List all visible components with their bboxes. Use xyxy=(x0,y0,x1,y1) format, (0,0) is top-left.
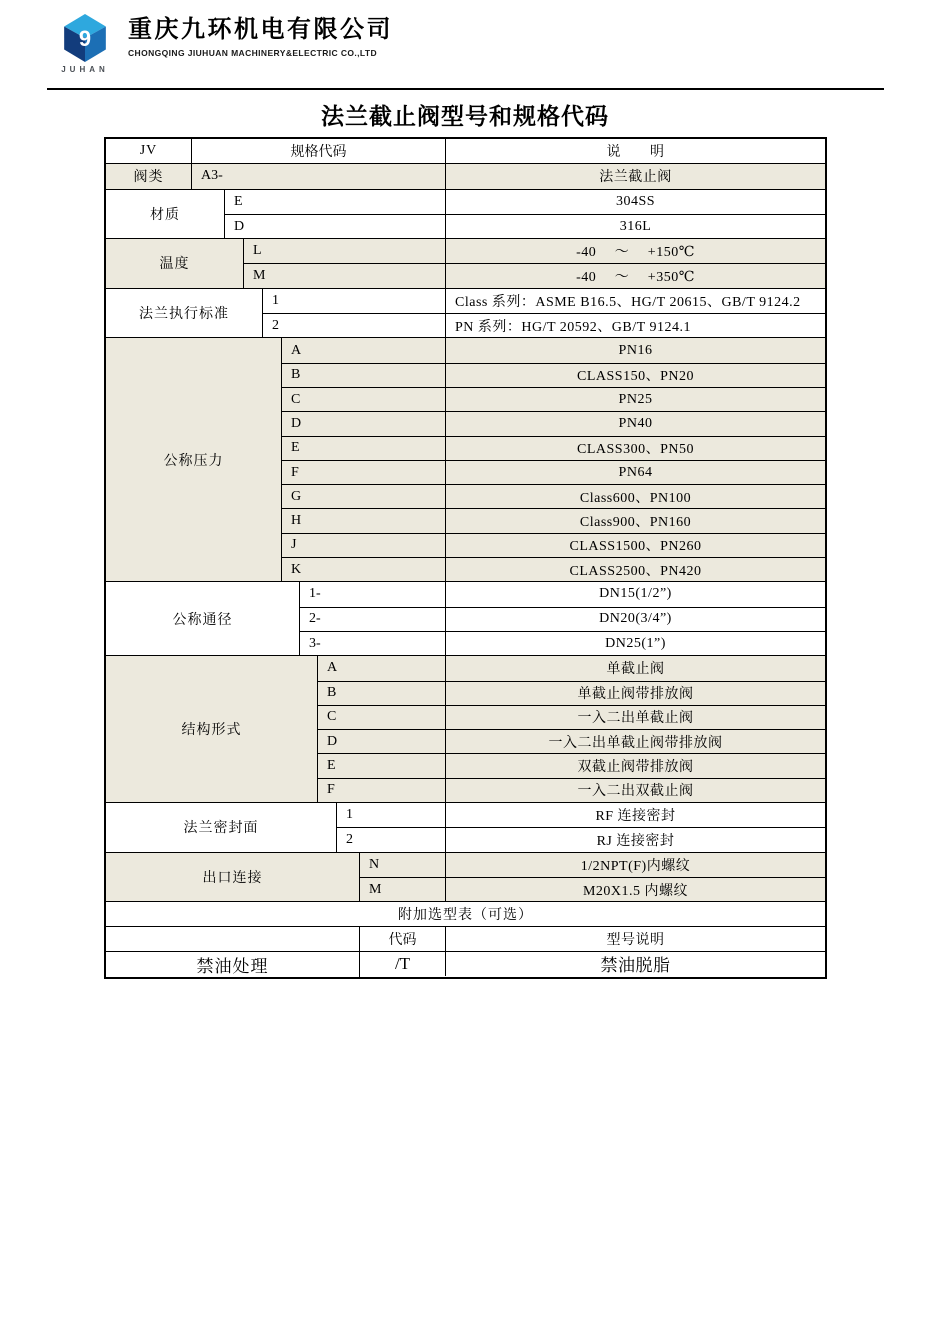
section-rows xyxy=(360,927,825,951)
desc-cell: 一入二出单截止阀带排放阀 xyxy=(548,735,723,751)
code-cell: A xyxy=(282,338,446,362)
table-row xyxy=(318,656,825,680)
table-row xyxy=(282,484,825,508)
section-rows xyxy=(192,139,825,163)
table-row xyxy=(282,338,825,362)
svg-text:9: 9 xyxy=(78,25,92,51)
desc-cell: 单截止阀 xyxy=(606,662,665,678)
table-section xyxy=(106,926,825,951)
desc-cell: 法兰截止阀 xyxy=(599,170,672,186)
table-row xyxy=(360,927,825,951)
table-banner-row: 附加选型表（可选） xyxy=(106,901,825,925)
header-rule xyxy=(47,88,884,90)
table-row xyxy=(300,631,825,655)
section-label-cell: 阀类 xyxy=(106,164,192,188)
desc-cell: RF 连接密封 xyxy=(595,809,676,825)
code-cell: F xyxy=(282,461,446,484)
table-row xyxy=(282,533,825,557)
code-cell: E xyxy=(318,754,446,777)
code-cell: K xyxy=(282,558,446,581)
code-cell: E xyxy=(282,437,446,460)
table-row xyxy=(337,803,825,827)
desc-cell: 说 明 xyxy=(606,145,665,161)
desc-cell: Class900、PN160 xyxy=(579,515,692,531)
logo-word: JUHAN xyxy=(61,65,109,74)
table-row xyxy=(318,753,825,777)
table-row xyxy=(360,853,825,877)
table-row xyxy=(192,139,825,163)
table-row xyxy=(244,239,825,263)
section-label-cell: 法兰密封面 xyxy=(106,803,337,852)
table-row xyxy=(225,214,825,238)
company-name-en: CHONGQING JIUHUAN MACHINERY&ELECTRIC CO.,LTD xyxy=(128,48,377,59)
desc-cell: PN16 xyxy=(618,342,653,358)
table-row xyxy=(263,313,825,337)
code-cell: F xyxy=(318,779,446,802)
code-cell: B xyxy=(282,364,446,387)
desc-cell: RJ 连接密封 xyxy=(596,833,675,849)
section-label-cell: 法兰执行标准 xyxy=(106,289,263,338)
table-section xyxy=(106,337,825,581)
desc-cell: DN15(1/2”) xyxy=(599,586,672,602)
table-row xyxy=(225,190,825,214)
table-section xyxy=(106,189,825,239)
desc-cell: PN40 xyxy=(618,415,653,431)
code-cell: 1 xyxy=(263,289,446,313)
section-label-cell: 结构形式 xyxy=(106,656,318,802)
code-cell: E xyxy=(225,190,446,214)
code-cell: 规格代码 xyxy=(192,139,446,163)
table-row xyxy=(263,289,825,313)
code-cell: 2 xyxy=(337,828,446,851)
desc-cell: 单截止阀带排放阀 xyxy=(577,687,694,703)
code-cell: N xyxy=(360,853,446,877)
section-label-cell: 材质 xyxy=(106,190,225,239)
table-row xyxy=(282,557,825,581)
desc-cell: 一入二出单截止阀 xyxy=(577,711,694,727)
table-row xyxy=(360,877,825,901)
code-cell: D xyxy=(225,215,446,238)
desc-cell: DN25(1”) xyxy=(605,635,666,651)
desc-cell: PN64 xyxy=(618,464,653,480)
table-row xyxy=(282,363,825,387)
desc-cell: DN20(3/4”) xyxy=(599,611,672,627)
desc-cell: CLASS2500、PN420 xyxy=(569,563,702,579)
table-row xyxy=(244,263,825,287)
section-label-cell: 公称通径 xyxy=(106,582,300,655)
section-rows xyxy=(282,338,825,581)
code-cell: L xyxy=(244,239,446,263)
desc-cell: CLASS150、PN20 xyxy=(577,369,694,385)
code-cell: D xyxy=(318,730,446,753)
code-cell: A3- xyxy=(192,164,446,188)
table-row xyxy=(282,460,825,484)
code-cell: 代码 xyxy=(360,927,446,951)
desc-cell: 禁油脱脂 xyxy=(600,956,671,976)
desc-cell: PN25 xyxy=(618,391,653,407)
company-names xyxy=(128,13,393,58)
section-label-cell: 禁油处理 xyxy=(106,952,360,977)
table-row xyxy=(318,729,825,753)
code-cell: M xyxy=(244,264,446,287)
code-cell: 1 xyxy=(337,803,446,827)
section-label-cell: 出口连接 xyxy=(106,853,360,902)
table-row xyxy=(360,952,825,976)
code-cell: /T xyxy=(360,952,446,976)
company-logo xyxy=(54,13,116,74)
table-section xyxy=(106,139,825,163)
code-cell: A xyxy=(318,656,446,680)
desc-cell: 一入二出双截止阀 xyxy=(577,784,694,800)
code-cell: 1- xyxy=(300,582,446,606)
section-rows xyxy=(244,239,825,288)
table-row xyxy=(282,436,825,460)
code-cell: 3- xyxy=(300,632,446,655)
table-row xyxy=(282,411,825,435)
table-row xyxy=(337,827,825,851)
table-section xyxy=(106,802,825,852)
desc-cell: Class 系列：ASME B16.5、HG/T 20615、GB/T 9124.2 xyxy=(455,294,801,310)
code-cell: C xyxy=(318,706,446,729)
desc-cell: -40 ～ +350℃ xyxy=(576,270,695,286)
table-row xyxy=(300,607,825,631)
page-title: 法兰截止阀型号和规格代码 xyxy=(321,104,609,129)
table-row xyxy=(318,681,825,705)
table-row xyxy=(318,778,825,802)
code-cell: D xyxy=(282,412,446,435)
desc-cell: -40 ～ +150℃ xyxy=(576,245,695,261)
desc-cell: CLASS1500、PN260 xyxy=(569,539,702,555)
section-label-cell: 温度 xyxy=(106,239,244,288)
table-row xyxy=(192,164,825,188)
desc-cell: 316L xyxy=(619,218,652,234)
section-rows xyxy=(225,190,825,239)
code-cell: 2- xyxy=(300,608,446,631)
section-label-cell: 公称压力 xyxy=(106,338,282,581)
hexagon-logo-icon xyxy=(57,13,113,63)
table-section xyxy=(106,852,825,902)
desc-cell: Class600、PN100 xyxy=(579,490,692,506)
code-cell: M xyxy=(360,878,446,901)
section-rows xyxy=(192,164,825,188)
section-rows xyxy=(360,952,825,977)
code-cell: H xyxy=(282,509,446,532)
code-cell: C xyxy=(282,388,446,411)
desc-cell: 1/2NPT(F)内螺纹 xyxy=(580,858,691,874)
table-section xyxy=(106,655,825,802)
desc-cell: CLASS300、PN50 xyxy=(577,442,694,458)
table-row xyxy=(318,705,825,729)
section-label-cell xyxy=(106,927,360,951)
spec-table xyxy=(104,137,827,979)
code-cell: 2 xyxy=(263,314,446,337)
code-cell: B xyxy=(318,682,446,705)
desc-cell: 双截止阀带排放阀 xyxy=(577,760,694,776)
table-section xyxy=(106,581,825,655)
table-section xyxy=(106,163,825,188)
section-rows xyxy=(263,289,825,338)
table-row xyxy=(282,387,825,411)
desc-cell: 304SS xyxy=(615,193,656,209)
table-section xyxy=(106,951,825,977)
table-row xyxy=(282,508,825,532)
code-cell: J xyxy=(282,534,446,557)
letterhead xyxy=(54,13,393,74)
table-section xyxy=(106,288,825,338)
section-rows xyxy=(360,853,825,902)
section-rows xyxy=(337,803,825,852)
table-section xyxy=(106,238,825,288)
section-rows xyxy=(318,656,825,802)
desc-cell: M20X1.5 内螺纹 xyxy=(582,883,689,899)
section-label-cell: JV xyxy=(106,139,192,163)
table-row xyxy=(300,582,825,606)
desc-cell: PN 系列：HG/T 20592、GB/T 9124.1 xyxy=(455,319,691,335)
company-name-cn: 重庆九环机电有限公司 xyxy=(128,17,393,43)
code-cell: G xyxy=(282,485,446,508)
section-rows xyxy=(300,582,825,655)
desc-cell: 型号说明 xyxy=(606,932,665,948)
